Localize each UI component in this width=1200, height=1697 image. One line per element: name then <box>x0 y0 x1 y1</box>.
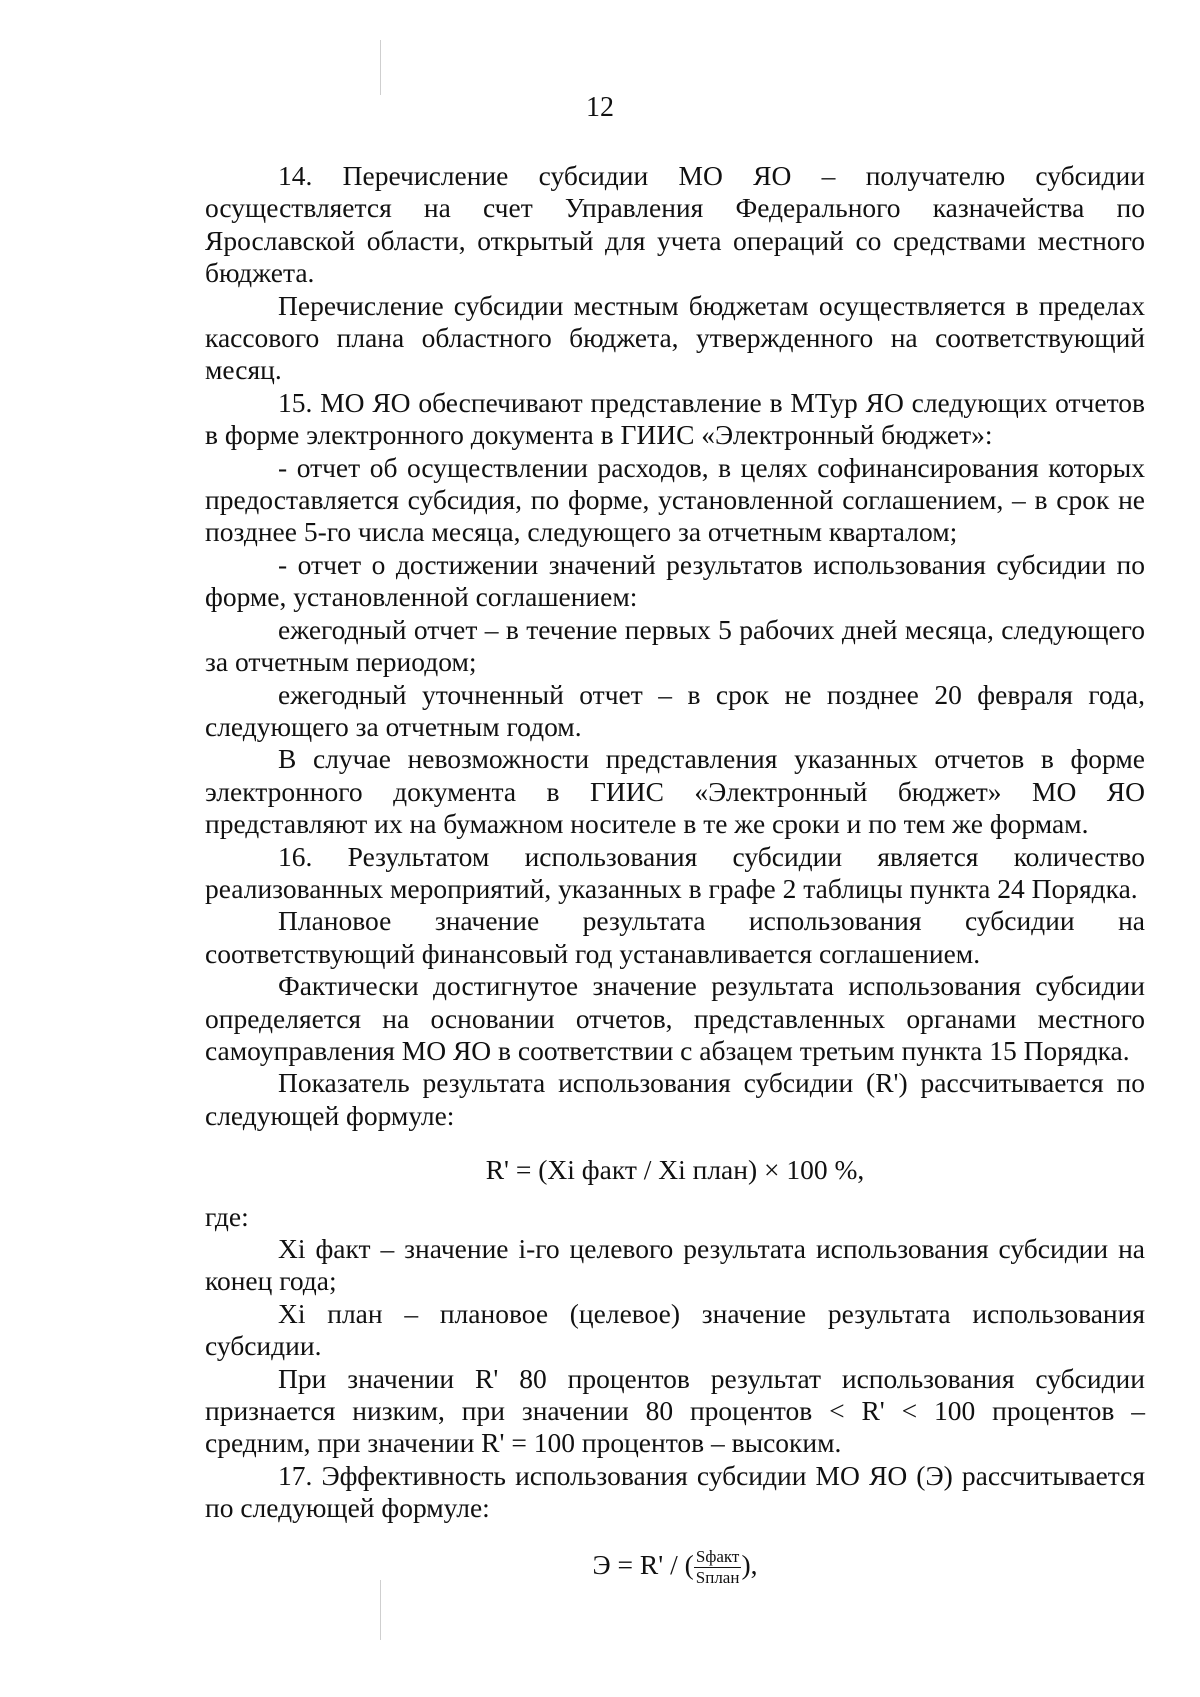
paragraph: 16. Результатом использования субсидии является количество реализованных мероприятий, указанных в графе 2 таблицы пункта 24 Порядка. <box>205 840 1145 904</box>
paragraph: Плановое значение результата использования субсидии на соответствующий финансовый год устанавливается соглашением. <box>205 905 1145 969</box>
formula-result-indicator: R' = (Xi факт / Xi план) × 100 %, <box>485 1154 865 1186</box>
paragraph: Фактически достигнутое значение результата использования субсидии определяется на основании отчетов, представленных органами местного самоуправления МО ЯО в соответствии с абзацем третьим пункта 15 Порядка. <box>205 970 1145 1066</box>
paragraph: В случае невозможности представления указанных отчетов в форме электронного документа в ГИИС «Электронный бюджет» МО ЯО представляют их на бумажном носителе в те же сроки и по тем же формам. <box>205 743 1145 840</box>
scan-artifact-line <box>380 40 381 95</box>
document-body <box>205 160 1145 1588</box>
fraction-denominator: Sплан <box>695 1567 740 1587</box>
scan-artifact-line <box>380 1580 381 1640</box>
paragraph: Перечисление субсидии местным бюджетам осуществляется в пределах кассового плана областного бюджета, утвержденного на соответствующий месяц. <box>205 289 1145 386</box>
paragraph: - отчет об осуществлении расходов, в целях софинансирования которых предоставляется субсидия, по форме, установленной соглашением, – в срок не позднее 5-го числа месяца, следующего за отчетным кварталом; <box>205 451 1145 548</box>
formula-fraction <box>694 1547 742 1588</box>
paragraph: Показатель результата использования субсидии (R') рассчитывается по следующей формуле: <box>205 1067 1145 1131</box>
paragraph: 14. Перечисление субсидии МО ЯО – получателю субсидии осуществляется на счет Управления Федерального казначейства по Ярославской области, открытый для учета операций со средствами местного бюджета. <box>205 160 1145 289</box>
paragraph: При значении R' 80 процентов результат использования субсидии признается низким, при значении 80 процентов < R' < 100 процентов – средним, при значении R' = 100 процентов – высоким. <box>205 1362 1145 1459</box>
paragraph: - отчет о достижении значений результатов использования субсидии по форме, установленной соглашением: <box>205 548 1145 613</box>
formula-efficiency <box>205 1547 1145 1588</box>
paragraph: 15. МО ЯО обеспечивают представление в МТур ЯО следующих отчетов в форме электронного документа в ГИИС «Электронный бюджет»: <box>205 386 1145 451</box>
formula-suffix: ), <box>741 1548 758 1580</box>
paragraph: ежегодный отчет – в течение первых 5 рабочих дней месяца, следующего за отчетным периодом; <box>205 613 1145 678</box>
formula-prefix: Э = R' / ( <box>592 1548 694 1580</box>
fraction-numerator: Sфакт <box>694 1547 742 1568</box>
paragraph: ежегодный уточненный отчет – в срок не позднее 20 февраля года, следующего за отчетным годом. <box>205 678 1145 742</box>
paragraph: Xi план – плановое (целевое) значение результата использования субсидии. <box>205 1297 1145 1362</box>
where-label: где: <box>205 1200 249 1232</box>
paragraph: 17. Эффективность использования субсидии МО ЯО (Э) рассчитывается по следующей формуле: <box>205 1459 1145 1524</box>
page-number: 12 <box>586 92 614 123</box>
paragraph: Xi факт – значение i-го целевого результата использования субсидии на конец года; <box>205 1233 1145 1297</box>
